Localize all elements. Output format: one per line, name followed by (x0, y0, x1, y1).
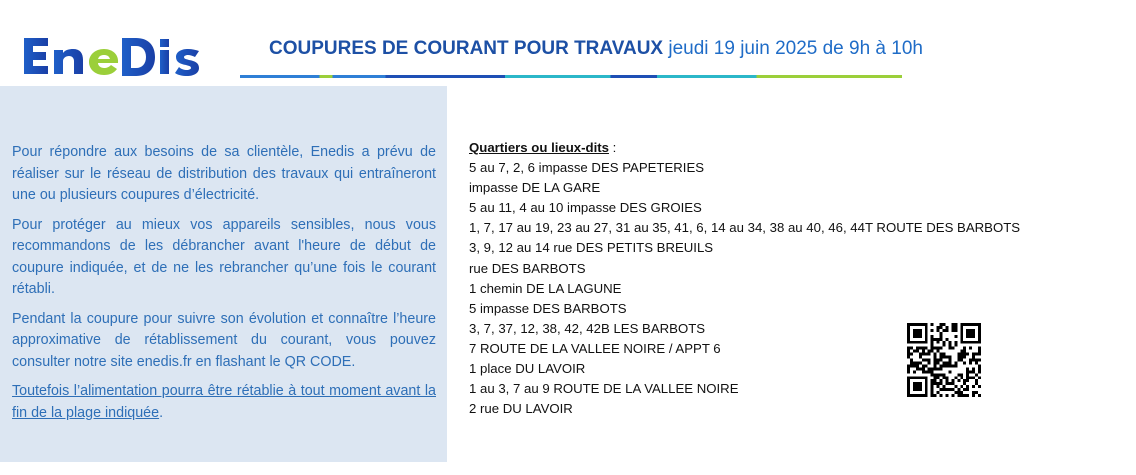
notice-title (269, 38, 923, 60)
info-paragraph-1: Pour répondre aux besoins de sa clientèle, Enedis a prévu de réaliser sur le réseau de distribution des travaux qui entraîneront une ou plusieurs coupures d’électricité. (12, 144, 436, 203)
info-note (12, 381, 436, 424)
list-item: 1 chemin DE LA LAGUNE (469, 280, 622, 296)
title-main: COUPURES DE COURANT POUR TRAVAUX (269, 38, 664, 59)
places-heading-line (469, 138, 1020, 158)
list-item: 1 au 3, 7 au 9 ROUTE DE LA VALLEE NOIRE (469, 381, 739, 397)
list-item: 7 ROUTE DE LA VALLEE NOIRE / APPT 6 (469, 340, 721, 356)
list-item: 1 place DU LAVOIR (469, 361, 586, 377)
list-item: 2 rue DU LAVOIR (469, 401, 573, 417)
list-item: 1, 7, 17 au 19, 23 au 27, 31 au 35, 41, 6, 14 au 34, 38 au 40, 46, 44T ROUTE DES BARBOTS (469, 220, 1021, 236)
list-item: impasse DE LA GARE (469, 180, 601, 196)
enedis-logo (20, 30, 212, 82)
list-item: 3, 7, 37, 12, 38, 42, 42B LES BARBOTS (469, 320, 706, 336)
list-item: 3, 9, 12 au 14 rue DES PETITS BREUILS (469, 240, 714, 256)
title-date: jeudi 19 juin 2025 de 9h à 10h (668, 38, 923, 59)
info-text (12, 142, 436, 432)
list-item: 5 au 11, 4 au 10 impasse DES GROIES (469, 200, 702, 216)
qr-code-icon[interactable] (907, 323, 981, 397)
header-divider (240, 75, 902, 78)
places-heading: Quartiers ou lieux-dits (469, 140, 609, 155)
info-paragraph-2: Pour protéger au mieux vos appareils sensibles, nous vous recommandons de les débrancher avant l'heure de début de coupure indiquée, et de ne les rebrancher qu’une fois le courant rétabli. (12, 216, 436, 297)
info-panel (0, 86, 447, 462)
list-item: 5 impasse DES BARBOTS (469, 300, 627, 316)
info-note-text: Toutefois l’alimentation pourra être rétablie à tout moment avant la fin de la plage indiquée (12, 383, 436, 421)
list-item: rue DES BARBOTS (469, 260, 586, 276)
list-item: 5 au 7, 2, 6 impasse DES PAPETERIES (469, 160, 705, 176)
places-heading-suffix: : (608, 140, 617, 155)
info-paragraph-3: Pendant la coupure pour suivre son évolution et connaître l’heure approximative de rétablissement du courant, vous pouvez consulter notre site enedis.fr en flashant le QR CODE. (12, 310, 436, 370)
info-note-end: . (159, 404, 164, 421)
